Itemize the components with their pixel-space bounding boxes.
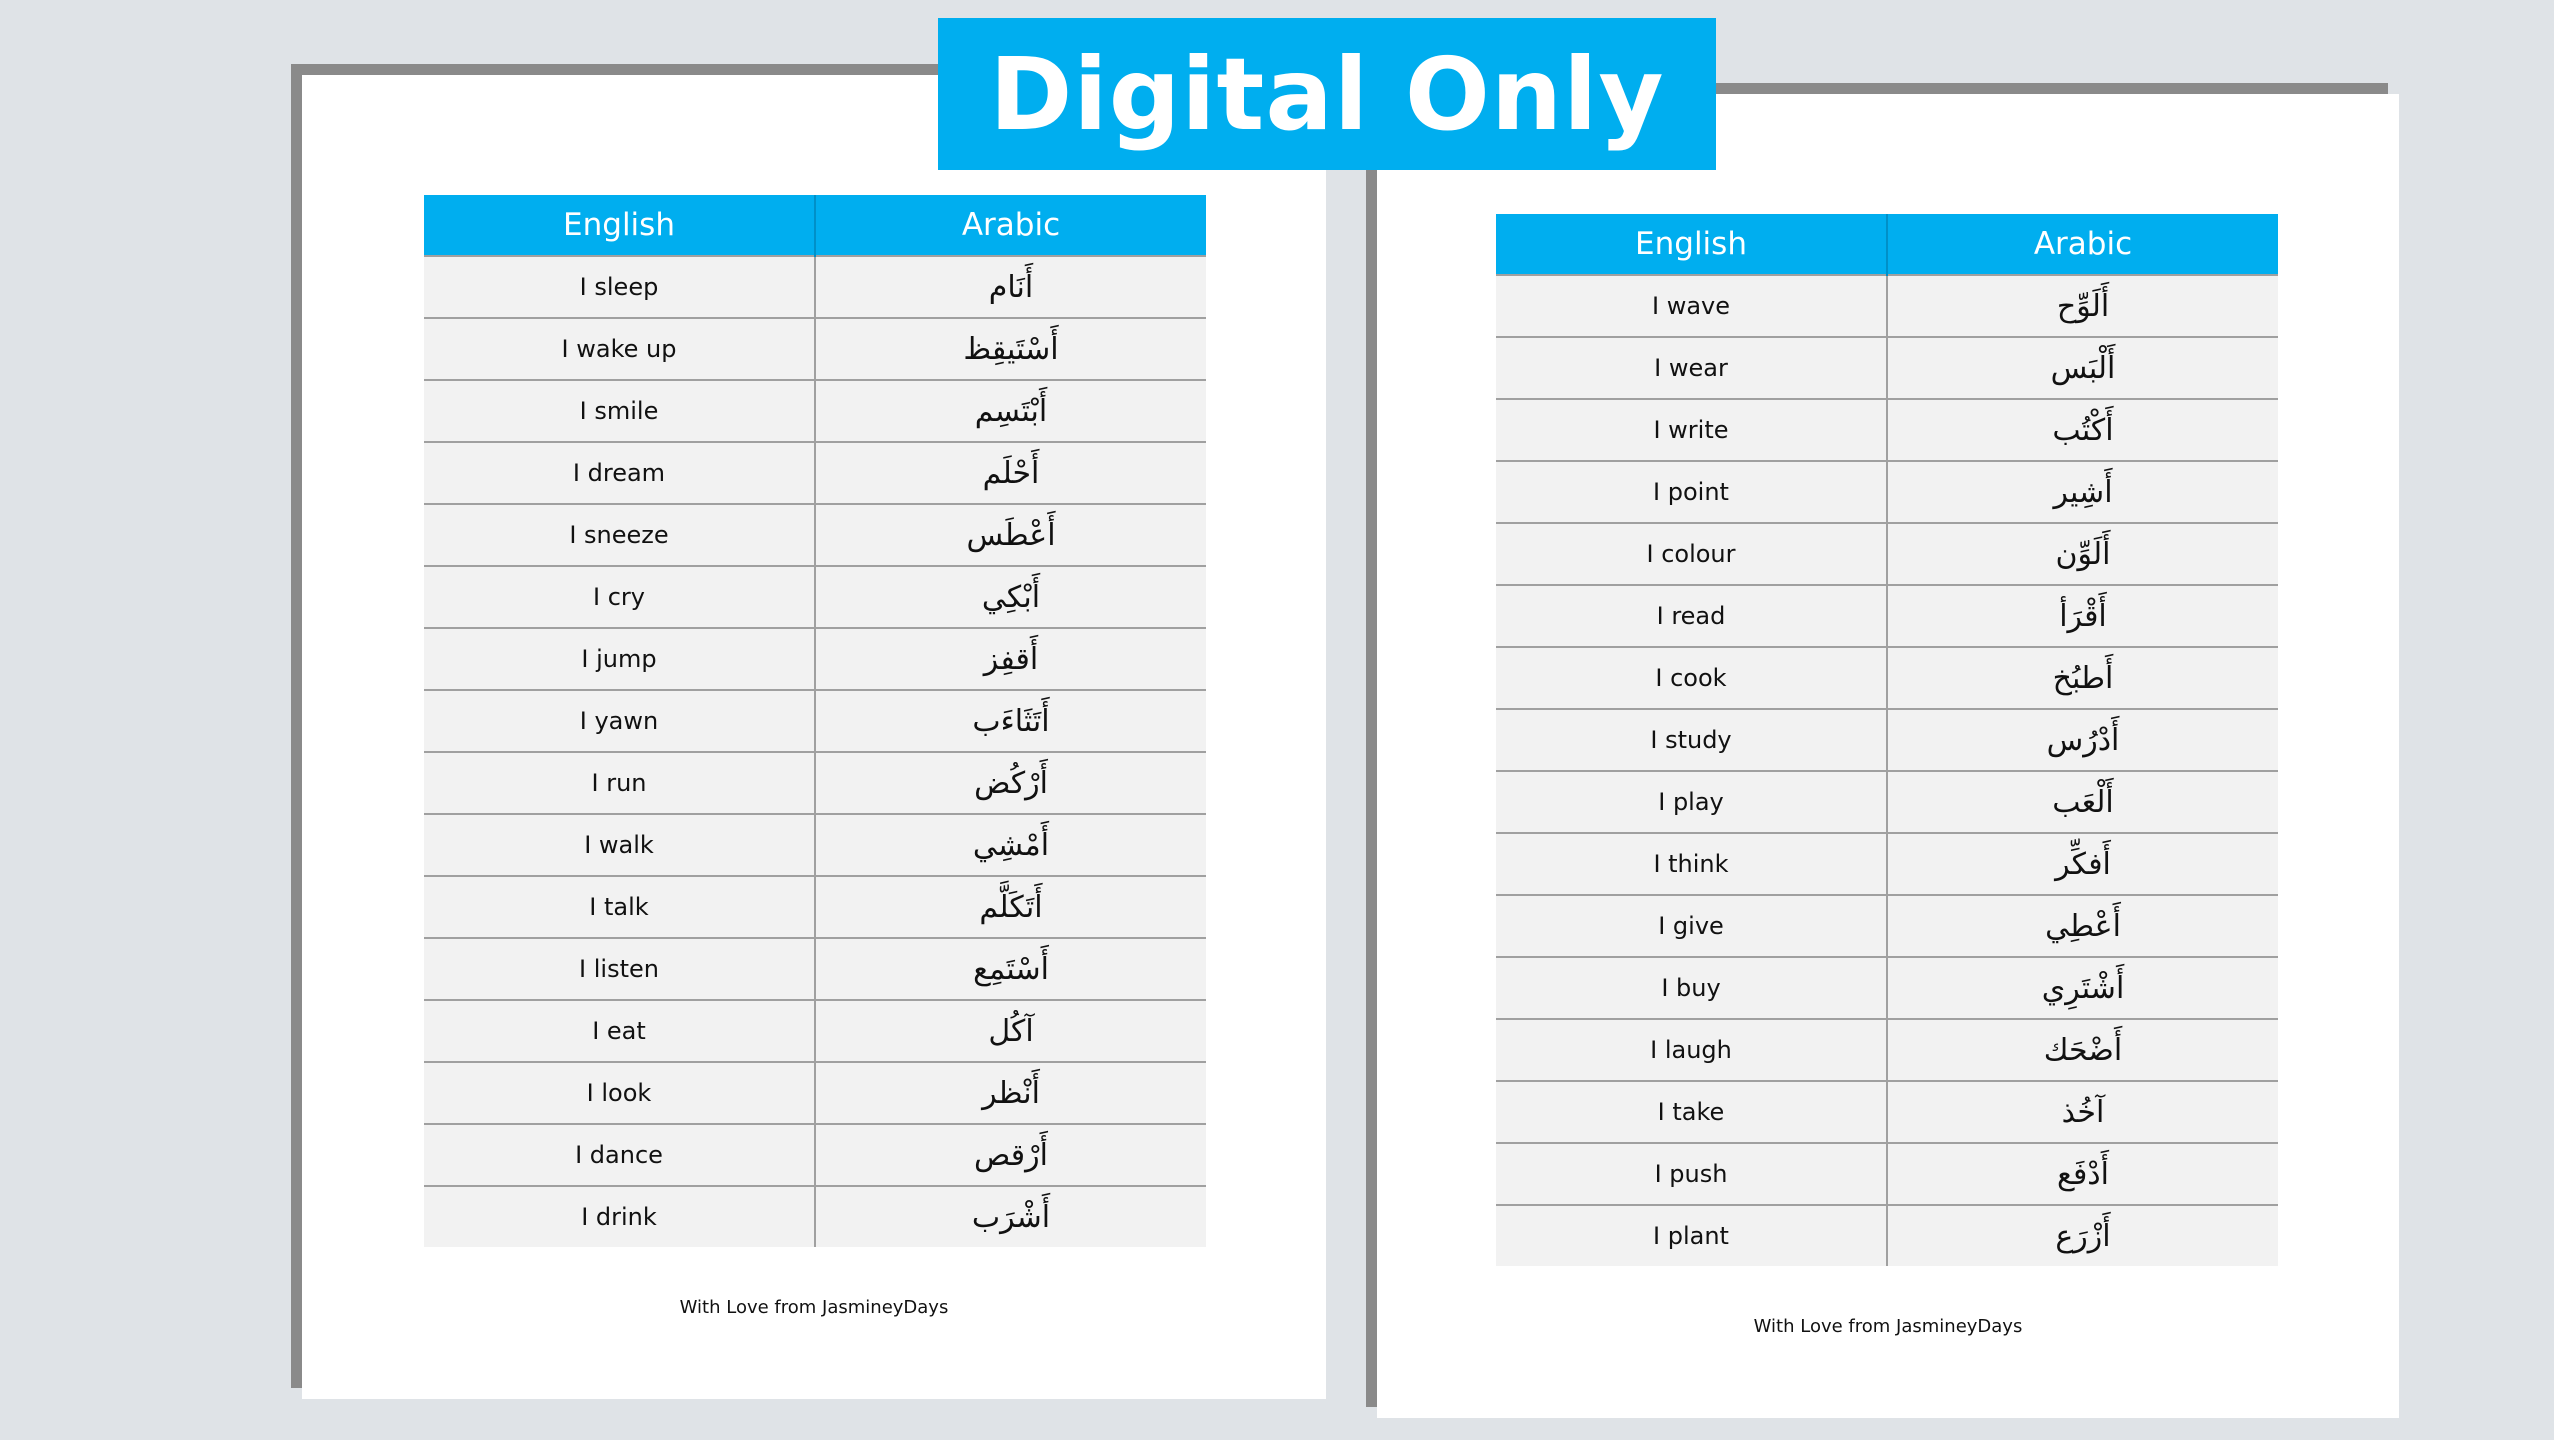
table-row <box>424 1186 1206 1247</box>
arabic-word-cell: أَطبُخ <box>1887 647 2278 709</box>
table-row <box>1496 833 2278 895</box>
english-word-cell: I sneeze <box>424 504 815 566</box>
table-row <box>424 504 1206 566</box>
english-word-cell: I push <box>1496 1143 1887 1205</box>
table-row <box>424 1000 1206 1062</box>
english-word-cell: I eat <box>424 1000 815 1062</box>
column-header-english: English <box>1496 214 1887 275</box>
arabic-word-cell: أَسْتَمِع <box>815 938 1206 1000</box>
english-word-cell: I give <box>1496 895 1887 957</box>
vocab-rows-right <box>1496 275 2278 1266</box>
arabic-word-cell: أَتَثَاءَب <box>815 690 1206 752</box>
arabic-word-cell: أَلَوِّح <box>1887 275 2278 337</box>
arabic-word-cell: أَرْقص <box>815 1124 1206 1186</box>
english-word-cell: I plant <box>1496 1205 1887 1266</box>
arabic-word-cell: أَرْكُض <box>815 752 1206 814</box>
table-row <box>1496 647 2278 709</box>
vocab-table-left <box>424 195 1206 1247</box>
table-row <box>1496 771 2278 833</box>
english-word-cell: I write <box>1496 399 1887 461</box>
arabic-word-cell: أَشِير <box>1887 461 2278 523</box>
table-row <box>1496 1081 2278 1143</box>
table-row <box>424 1062 1206 1124</box>
table-row <box>424 318 1206 380</box>
arabic-word-cell: أَمْشِي <box>815 814 1206 876</box>
english-word-cell: I cry <box>424 566 815 628</box>
english-word-cell: I wear <box>1496 337 1887 399</box>
english-word-cell: I wave <box>1496 275 1887 337</box>
table-row <box>424 752 1206 814</box>
digital-only-banner: Digital Only <box>938 18 1716 170</box>
table-row <box>1496 337 2278 399</box>
arabic-word-cell: أَنْظر <box>815 1062 1206 1124</box>
arabic-word-cell: أَقْرَأ <box>1887 585 2278 647</box>
arabic-word-cell: أَزْرَع <box>1887 1205 2278 1266</box>
arabic-word-cell: أَلْبَس <box>1887 337 2278 399</box>
arabic-word-cell: أَبْتَسِم <box>815 380 1206 442</box>
english-word-cell: I take <box>1496 1081 1887 1143</box>
table-row <box>1496 585 2278 647</box>
english-word-cell: I dance <box>424 1124 815 1186</box>
arabic-word-cell: أَلْعَب <box>1887 771 2278 833</box>
column-header-arabic: Arabic <box>1887 214 2278 275</box>
english-word-cell: I point <box>1496 461 1887 523</box>
table-row <box>1496 1205 2278 1266</box>
arabic-word-cell: آكُل <box>815 1000 1206 1062</box>
arabic-word-cell: أَنَام <box>815 256 1206 318</box>
english-word-cell: I think <box>1496 833 1887 895</box>
table-row <box>424 938 1206 1000</box>
arabic-word-cell: أَبْكِي <box>815 566 1206 628</box>
worksheet-page-left <box>302 75 1326 1399</box>
arabic-word-cell: أَعْطِي <box>1887 895 2278 957</box>
english-word-cell: I buy <box>1496 957 1887 1019</box>
table-row <box>424 256 1206 318</box>
english-word-cell: I sleep <box>424 256 815 318</box>
arabic-word-cell: أَلَوِّن <box>1887 523 2278 585</box>
worksheet-page-right <box>1377 94 2399 1418</box>
table-row <box>1496 523 2278 585</box>
table-row <box>424 690 1206 752</box>
english-word-cell: I drink <box>424 1186 815 1247</box>
arabic-word-cell: أَدْفَع <box>1887 1143 2278 1205</box>
arabic-word-cell: أَشْرَب <box>815 1186 1206 1247</box>
arabic-word-cell: أَتَكَلَّم <box>815 876 1206 938</box>
english-word-cell: I yawn <box>424 690 815 752</box>
english-word-cell: I smile <box>424 380 815 442</box>
english-word-cell: I jump <box>424 628 815 690</box>
footer-credit: With Love from JasmineyDays <box>1753 1316 2023 1337</box>
english-word-cell: I wake up <box>424 318 815 380</box>
column-header-english: English <box>424 195 815 256</box>
arabic-word-cell: أَدْرُس <box>1887 709 2278 771</box>
table-row <box>424 442 1206 504</box>
table-row <box>424 876 1206 938</box>
english-word-cell: I read <box>1496 585 1887 647</box>
table-header-row <box>1496 214 2278 275</box>
english-word-cell: I dream <box>424 442 815 504</box>
table-row <box>424 628 1206 690</box>
arabic-word-cell: أَشْتَرِي <box>1887 957 2278 1019</box>
arabic-word-cell: أَقفِز <box>815 628 1206 690</box>
table-row <box>1496 1143 2278 1205</box>
english-word-cell: I study <box>1496 709 1887 771</box>
english-word-cell: I run <box>424 752 815 814</box>
english-word-cell: I play <box>1496 771 1887 833</box>
table-row <box>1496 275 2278 337</box>
english-word-cell: I colour <box>1496 523 1887 585</box>
table-row <box>1496 399 2278 461</box>
table-row <box>1496 709 2278 771</box>
english-word-cell: I walk <box>424 814 815 876</box>
arabic-word-cell: أَكْتُب <box>1887 399 2278 461</box>
english-word-cell: I cook <box>1496 647 1887 709</box>
arabic-word-cell: أَفكِّر <box>1887 833 2278 895</box>
arabic-word-cell: أَضْحَك <box>1887 1019 2278 1081</box>
english-word-cell: I laugh <box>1496 1019 1887 1081</box>
arabic-word-cell: آخُذ <box>1887 1081 2278 1143</box>
english-word-cell: I look <box>424 1062 815 1124</box>
vocab-table-right <box>1496 214 2278 1266</box>
table-row <box>424 814 1206 876</box>
arabic-word-cell: أَسْتَيقِظ <box>815 318 1206 380</box>
table-row <box>1496 895 2278 957</box>
table-header-row <box>424 195 1206 256</box>
table-row <box>424 1124 1206 1186</box>
column-header-arabic: Arabic <box>815 195 1206 256</box>
table-row <box>1496 461 2278 523</box>
english-word-cell: I talk <box>424 876 815 938</box>
table-row <box>1496 1019 2278 1081</box>
english-word-cell: I listen <box>424 938 815 1000</box>
arabic-word-cell: أَعْطَس <box>815 504 1206 566</box>
footer-credit: With Love from JasmineyDays <box>679 1297 949 1318</box>
vocab-rows-left <box>424 256 1206 1247</box>
table-row <box>424 380 1206 442</box>
table-row <box>1496 957 2278 1019</box>
arabic-word-cell: أَحْلَم <box>815 442 1206 504</box>
table-row <box>424 566 1206 628</box>
